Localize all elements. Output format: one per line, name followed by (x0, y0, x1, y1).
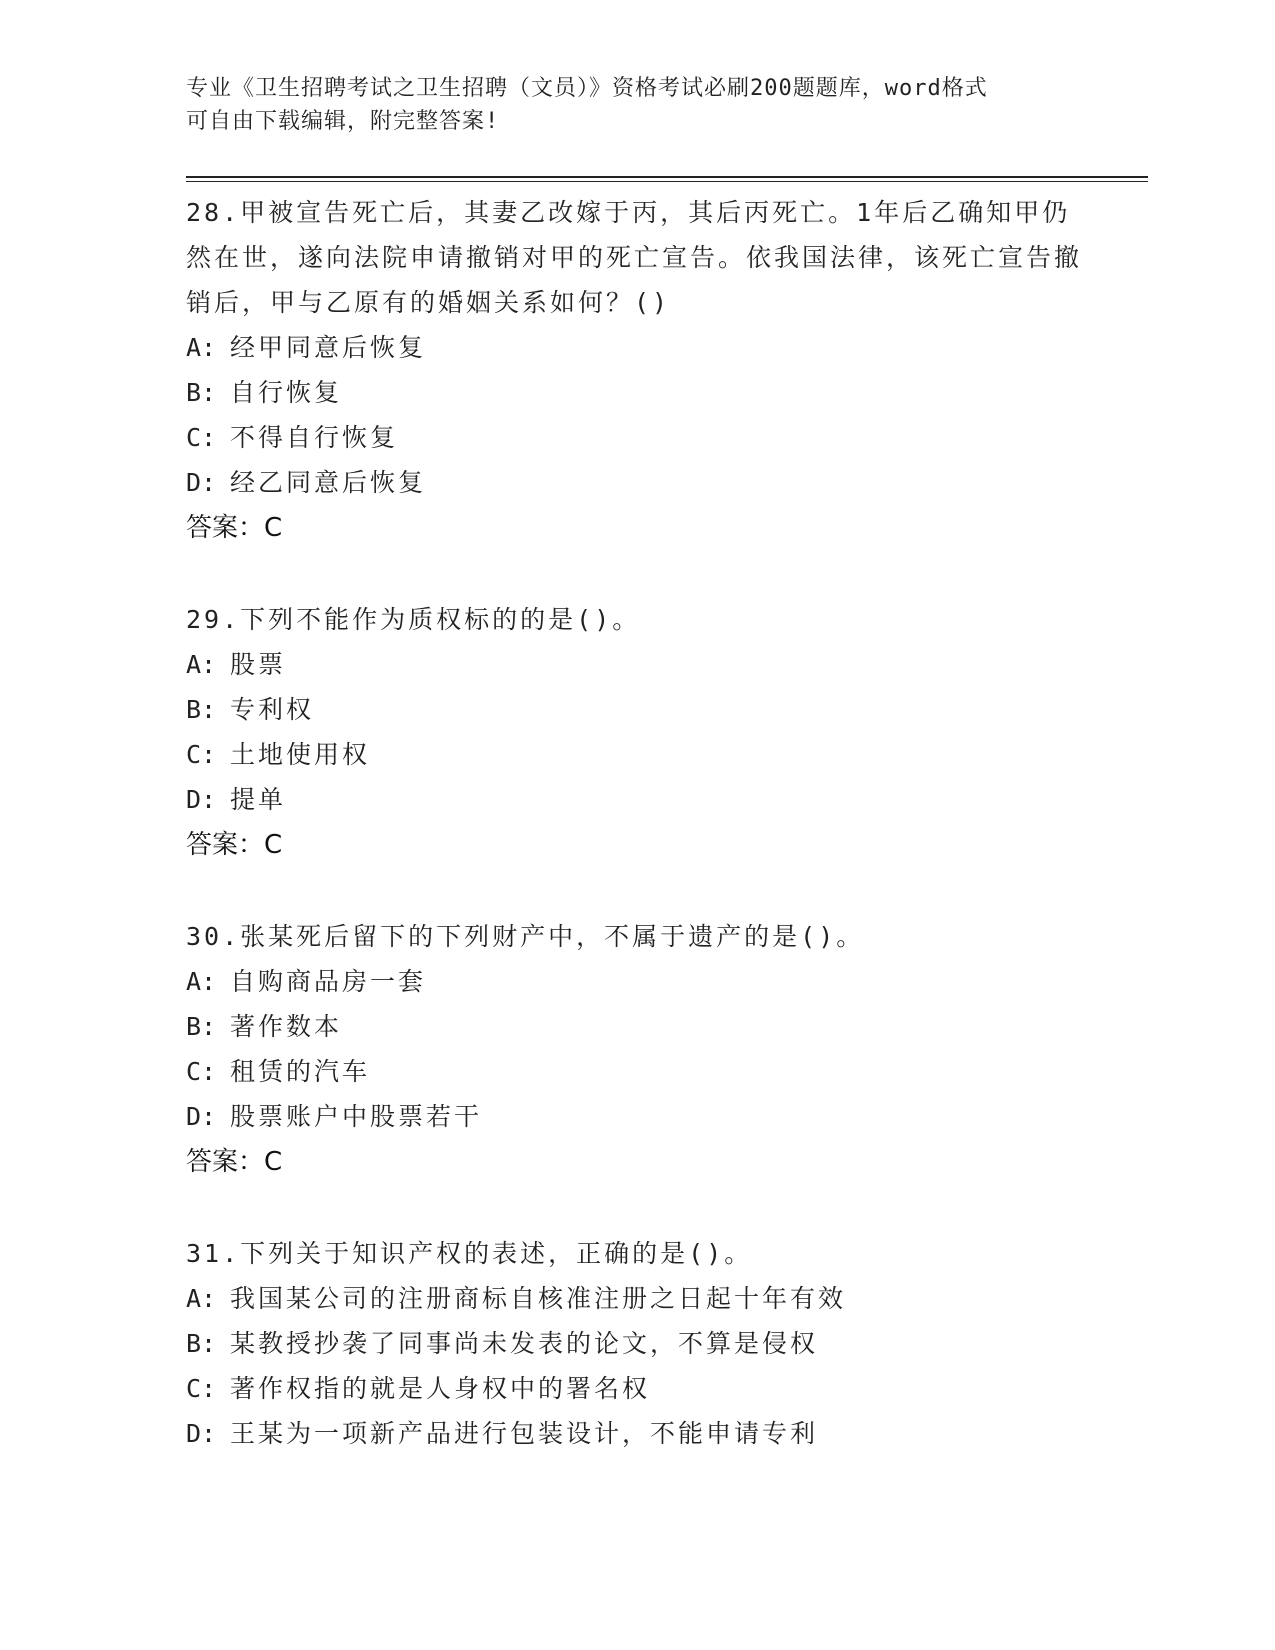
header-line-2: 可自由下载编辑，附完整答案! (186, 109, 500, 134)
option-letter: A: (186, 650, 217, 679)
option-d (186, 777, 1086, 822)
header-divider-thin (186, 181, 1148, 182)
option-text: 著作权指的就是人身权中的署名权 (230, 1374, 651, 1403)
option-letter: D: (186, 1102, 217, 1131)
option-c (186, 1049, 1086, 1094)
option-text: 我国某公司的注册商标自核准注册之日起十年有效 (230, 1284, 847, 1313)
option-letter: A: (186, 333, 217, 362)
option-letter: B: (186, 695, 217, 724)
question-text: 30.张某死后留下的下列财产中，不属于遗产的是()。 (186, 922, 865, 951)
option-text: 自购商品房一套 (230, 967, 427, 996)
header-line-1: 专业《卫生招聘考试之卫生招聘（文员）》资格考试必刷200题题库，word格式 (186, 76, 988, 101)
option-c (186, 1366, 1086, 1411)
option-b (186, 370, 1086, 415)
header-divider-thick (186, 176, 1148, 178)
option-c (186, 732, 1086, 777)
option-letter: D: (186, 468, 217, 497)
option-letter: B: (186, 378, 217, 407)
option-d (186, 1094, 1086, 1139)
option-letter: C: (186, 740, 217, 769)
option-d (186, 1411, 1086, 1456)
option-text: 不得自行恢复 (230, 423, 399, 452)
option-text: 股票账户中股票若干 (230, 1102, 483, 1131)
option-text: 专利权 (230, 695, 315, 724)
option-b (186, 687, 1086, 732)
option-text: 经甲同意后恢复 (230, 333, 427, 362)
option-b (186, 1321, 1086, 1366)
option-letter: C: (186, 1057, 217, 1086)
option-letter: C: (186, 1374, 217, 1403)
option-text: 提单 (230, 785, 287, 814)
option-text: 自行恢复 (230, 378, 343, 407)
option-a (186, 959, 1086, 1004)
answer-line: 答案：C (186, 1147, 283, 1177)
option-a (186, 642, 1086, 687)
option-c (186, 415, 1086, 460)
option-letter: D: (186, 1419, 217, 1448)
question-text: 31.下列关于知识产权的表述，正确的是()。 (186, 1239, 753, 1268)
option-text: 经乙同意后恢复 (230, 468, 427, 497)
option-letter: B: (186, 1329, 217, 1358)
option-letter: C: (186, 423, 217, 452)
question-31 (186, 1231, 1086, 1456)
option-letter: A: (186, 967, 217, 996)
option-d (186, 460, 1086, 505)
option-a (186, 325, 1086, 370)
option-text: 租赁的汽车 (230, 1057, 371, 1086)
question-30 (186, 914, 1086, 1185)
option-text: 某教授抄袭了同事尚未发表的论文，不算是侵权 (230, 1329, 819, 1358)
question-text: 29.下列不能作为质权标的的是()。 (186, 605, 641, 634)
question-28 (186, 190, 1086, 551)
option-letter: A: (186, 1284, 217, 1313)
answer-line: 答案：C (186, 513, 283, 543)
option-text: 著作数本 (230, 1012, 343, 1041)
question-list (186, 190, 1086, 1502)
option-letter: D: (186, 785, 217, 814)
question-29 (186, 597, 1086, 868)
option-text: 股票 (230, 650, 287, 679)
option-letter: B: (186, 1012, 217, 1041)
page-header (186, 72, 1086, 138)
question-text: 28.甲被宣告死亡后，其妻乙改嫁于丙，其后丙死亡。1年后乙确知甲仍然在世，遂向法院申请撤销对甲的死亡宣告。依我国法律，该死亡宣告撤销后，甲与乙原有的婚姻关系如何？() (186, 198, 1083, 317)
option-a (186, 1276, 1086, 1321)
option-text: 土地使用权 (230, 740, 371, 769)
option-b (186, 1004, 1086, 1049)
answer-line: 答案：C (186, 830, 283, 860)
option-text: 王某为一项新产品进行包装设计，不能申请专利 (230, 1419, 819, 1448)
